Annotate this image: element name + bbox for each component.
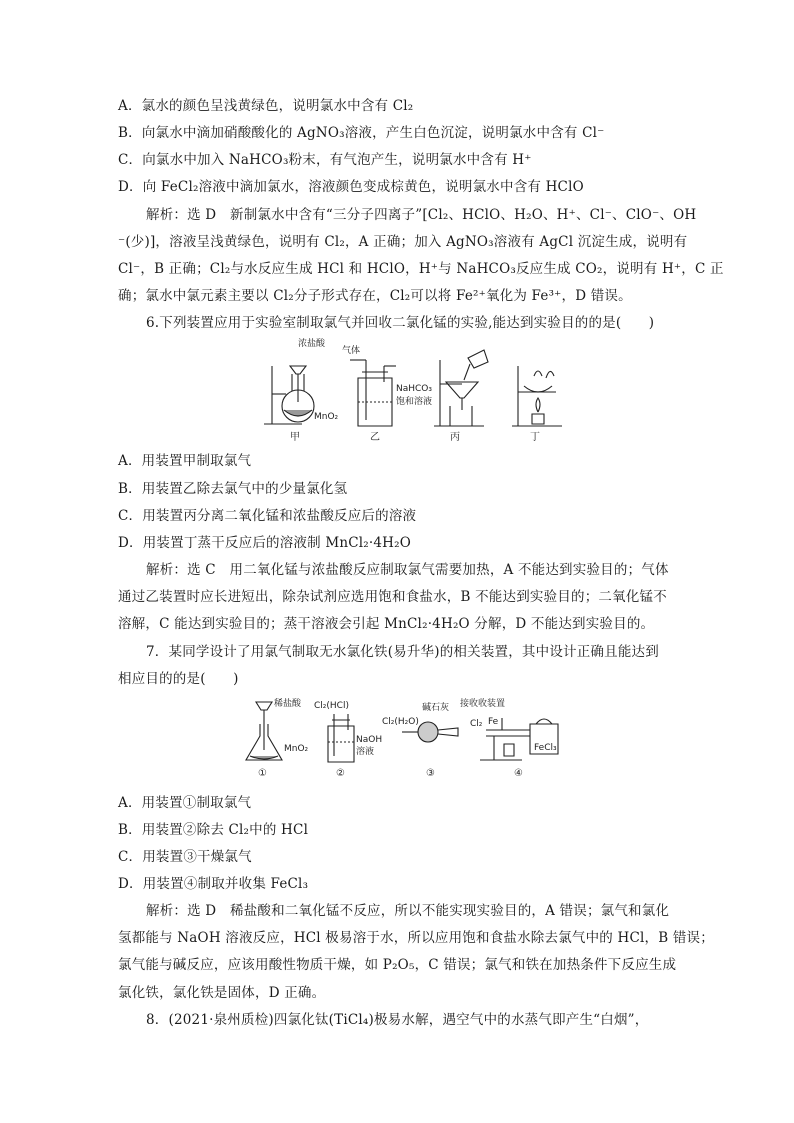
q7-analysis-line: 氯气能与碱反应，应该用酸性物质干燥，如 P₂O₅，C 错误；氯气和铁在加热条件下反应生成 xyxy=(118,957,677,973)
q6-option-c: C．用装置丙分离二氧化锰和浓盐酸反应后的溶液 xyxy=(118,508,417,524)
label-mno2: MnO₂ xyxy=(284,744,309,754)
q5-option-a: A．氯水的颜色呈浅黄绿色，说明氯水中含有 Cl₂ xyxy=(118,98,414,114)
q7-analysis-line: 氢都能与 NaOH 溶液反应，HCl 极易溶于水，所以应用饱和食盐水除去氯气中的 HCl，B 错误； xyxy=(118,930,714,946)
apparatus-1 xyxy=(246,702,282,760)
label-soda-lime: 碱石灰 xyxy=(422,703,450,713)
apparatus-bing xyxy=(434,350,488,426)
q7-apparatus-figure xyxy=(232,694,582,782)
label-nahco3: NaHCO₃ xyxy=(396,384,432,394)
q6-analysis-line: 溶解，C 能达到实验目的；蒸干溶液会引起 MnCl₂·4H₂O 分解，D 不能达到实验目的。 xyxy=(118,616,655,632)
caption-jia: 甲 xyxy=(290,432,300,443)
apparatus-jia xyxy=(264,366,314,424)
q7-analysis-line: 解析：选 D 稀盐酸和二氧化锰不反应，所以不能实现实验目的，A 错误；氯气和氯化 xyxy=(146,903,670,919)
apparatus-ding xyxy=(512,366,562,426)
label-gas: 气体 xyxy=(342,346,361,356)
q7-option-a: A．用装置①制取氯气 xyxy=(118,795,252,811)
q6-stem: 6.下列装置应用于实验室制取氯气并回收二氯化锰的实验,能达到实验目的的是( ) xyxy=(146,315,655,331)
label-naoh: NaOH xyxy=(356,735,383,745)
label-cl2: Cl₂ xyxy=(470,719,483,729)
q5-analysis-line: Cl⁻，B 正确；Cl₂与水反应生成 HCl 和 HClO，H⁺与 NaHCO₃反应生成 CO₂，说明有 H⁺，C 正 xyxy=(118,261,724,277)
label-fecl3: FeCl₃ xyxy=(534,743,557,753)
label-saturated: 饱和溶液 xyxy=(396,397,433,407)
caption-2: ② xyxy=(336,768,345,779)
q6-option-d: D．用装置丁蒸干反应后的溶液制 MnCl₂·4H₂O xyxy=(118,535,412,551)
q6-option-a: A．用装置甲制取氯气 xyxy=(118,453,252,469)
apparatus-yi xyxy=(350,360,396,426)
q6-analysis-line: 解析：选 C 用二氧化锰与浓盐酸反应制取氯气需要加热，A 不能达到实验目的；气体 xyxy=(146,562,669,578)
q5-analysis-line: 解析：选 D 新制氯水中含有“三分子四离子”[Cl₂、HClO、H₂O、H⁺、Cl⁻、ClO⁻、OH xyxy=(146,207,697,223)
caption-4: ④ xyxy=(514,768,523,779)
q7-stem: 7．某同学设计了用氯气制取无水氯化铁(易升华)的相关装置，其中设计正确且能达到 xyxy=(146,644,659,660)
q7-option-d: D．用装置④制取并收集 FeCl₃ xyxy=(118,876,309,892)
caption-bing: 丙 xyxy=(450,432,460,443)
label-cl2-hcl: Cl₂(HCl) xyxy=(314,701,349,711)
label-solution: 溶液 xyxy=(356,747,375,757)
q5-option-b: B．向氯水中滴加硝酸酸化的 AgNO₃溶液，产生白色沉淀，说明氯水中含有 Cl⁻ xyxy=(118,125,605,141)
q6-option-b: B．用装置乙除去氯气中的少量氯化氢 xyxy=(118,481,348,497)
caption-3: ③ xyxy=(426,768,435,779)
label-receiver: 接收收装置 xyxy=(460,699,506,709)
label-cl2-h2o: Cl₂(H₂O) xyxy=(382,717,419,727)
q7-analysis-line: 氯化铁，氯化铁是固体，D 正确。 xyxy=(118,985,326,1001)
q7-option-b: B．用装置②除去 Cl₂中的 HCl xyxy=(118,822,309,838)
q5-analysis-line: 确；氯水中氯元素主要以 Cl₂分子形式存在，Cl₂可以将 Fe²⁺氧化为 Fe³⁺，D 错误。 xyxy=(118,288,632,304)
q6-analysis-line: 通过乙装置时应长进短出，除杂试剂应选用饱和食盐水，B 不能达到实验目的；二氧化锰不 xyxy=(118,589,667,605)
q5-analysis-line: ⁻(少)]，溶液呈浅黄绿色，说明有 Cl₂，A 正确；加入 AgNO₃溶液有 AgCl 沉淀生成，说明有 xyxy=(118,234,688,250)
q5-option-c: C．向氯水中加入 NaHCO₃粉末，有气泡产生，说明氯水中含有 H⁺ xyxy=(118,152,532,168)
q5-option-d: D．向 FeCl₂溶液中滴加氯水，溶液颜色变成棕黄色，说明氯水中含有 HClO xyxy=(118,179,584,195)
caption-ding: 丁 xyxy=(530,432,540,443)
caption-1: ① xyxy=(258,768,267,779)
apparatus-2 xyxy=(328,714,354,762)
caption-yi: 乙 xyxy=(370,432,380,443)
label-dilute-hcl: 稀盐酸 xyxy=(274,699,302,709)
q7-option-c: C．用装置③干燥氯气 xyxy=(118,849,252,865)
label-fe: Fe xyxy=(488,717,499,727)
q8-stem: 8．(2021·泉州质检)四氯化钛(TiCl₄)极易水解，遇空气中的水蒸气即产生“白烟”， xyxy=(146,1012,649,1028)
q6-apparatus-figure xyxy=(262,336,572,444)
label-conc-hcl: 浓盐酸 xyxy=(298,339,326,349)
label-mno2: MnO₂ xyxy=(314,412,339,422)
q7-stem-cont: 相应目的的是( ) xyxy=(118,671,239,687)
